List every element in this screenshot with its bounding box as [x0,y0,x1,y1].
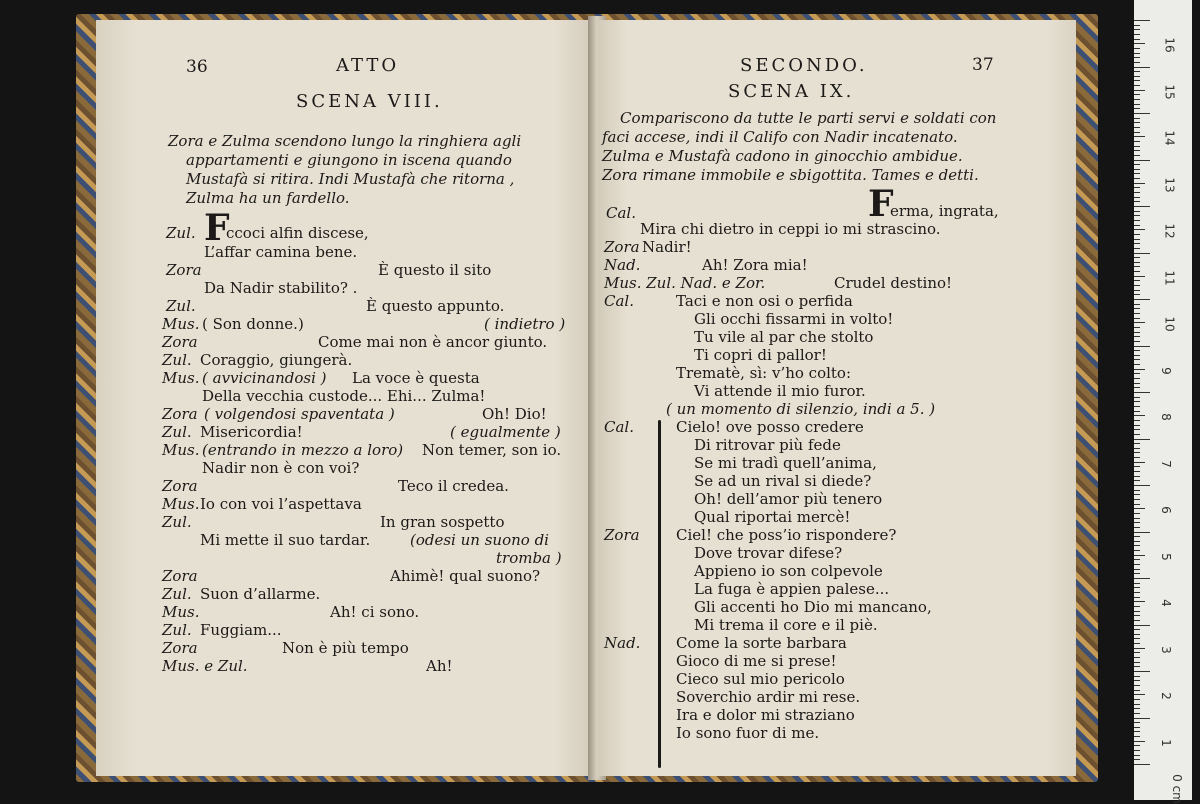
speaker: Zora [166,261,202,279]
verse: La fuga è appien palese... [694,580,890,598]
drop-capital: F [204,207,230,249]
ruler-tick [1134,597,1140,598]
ruler-tick [1134,332,1140,333]
stage-direction-line: Zulma ha un fardello. [186,189,350,207]
ruler-tick [1134,406,1140,407]
verse: Non temer, son io. [422,441,562,459]
ruler-tick [1134,253,1150,254]
speaker: Zul. [162,423,192,441]
ruler-tick [1134,378,1140,379]
stage-aside: ( avvicinandosi ) [202,369,327,387]
right-page [598,20,1076,776]
verse: Ti copri di pallor! [694,346,827,364]
ruler-number: 16 [1162,37,1177,53]
ruler-tick [1134,187,1140,188]
ruler-tick [1134,234,1140,235]
ruler-tick [1134,211,1140,212]
page-number: 37 [972,55,994,75]
ruler-number: 15 [1162,83,1177,100]
speaker: Zul. [162,621,192,639]
stage-direction-line: faci accese, indi il Califo con Nadir incatenato. [602,128,958,146]
ruler-tick [1134,178,1140,179]
ruler-tick [1134,225,1140,226]
scene-title: SCENA VIII. [296,91,443,112]
stage-aside: ( volgendosi spaventata ) [204,405,395,423]
running-head: ATTO [336,55,400,76]
ruler-tick [1134,611,1140,612]
ruler-tick [1134,369,1145,370]
speaker: Mus. [162,315,200,333]
speaker: Mus. e Zul. [162,657,248,675]
ruler-tick [1134,299,1150,300]
ruler-tick [1134,155,1140,156]
verse: Come la sorte barbara [676,634,847,652]
ruler-tick [1134,57,1140,58]
ruler-tick [1134,638,1140,639]
stage-direction-line: Zora e Zulma scendono lungo la ringhiera agli [168,132,522,150]
ruler-tick [1134,327,1140,328]
stage-direction-line: appartamenti e giungono in iscena quando [186,151,512,169]
ruler-tick [1134,680,1140,681]
ruler-tick [1134,285,1140,286]
ruler-tick [1134,173,1140,174]
ruler-tick [1134,336,1140,337]
ruler-tick [1134,359,1140,360]
ruler-number: 11 [1162,269,1177,286]
ruler-tick [1134,392,1150,393]
verse: Gli accenti ho Dio mi mancano, [694,598,932,616]
ruler-tick [1134,215,1140,216]
ruler-tick [1134,713,1140,714]
ruler-tick [1134,71,1140,72]
ruler-tick [1134,727,1140,728]
ruler-number: 8 [1158,413,1173,421]
stage-aside: (odesi un suono di [410,531,549,549]
verse: Teco il credea. [398,477,509,495]
verse: Taci e non osi o perfida [676,292,853,310]
ruler-tick [1134,387,1140,388]
ruler-tick [1134,141,1140,142]
ruler-number: 4 [1158,599,1173,607]
verse: Gli occhi fissarmi in volto! [694,310,894,328]
speaker: Zora [162,639,198,657]
ruler-tick [1134,559,1140,560]
ruler-tick [1134,741,1145,742]
ruler-tick [1134,522,1140,523]
ruler-tick [1134,99,1140,100]
ruler-tick [1134,573,1140,574]
verse: ( Son donne.) [202,315,304,333]
ruler-tick [1134,750,1140,751]
ruler-tick [1134,85,1140,86]
verse: Tu vile al par che stolto [694,328,874,346]
ruler-tick [1134,550,1140,551]
verse: Di ritrovar più fede [694,436,841,454]
verse: Oh! dell’amor più tenero [694,490,883,508]
verse: Ahimè! qual suono? [390,567,541,585]
verse: Suon d’allarme. [200,585,321,603]
verse: Se mi tradì quell’anima, [694,454,877,472]
speaker: Mus. [162,603,200,621]
ruler-tick [1134,490,1140,491]
ruler-tick [1134,736,1140,737]
ruler-tick [1134,239,1140,240]
speaker: Zora [162,333,198,351]
verse: Ciel! che poss’io rispondere? [676,526,897,544]
ruler-tick [1134,276,1145,277]
verse: Mi trema il core e il piè. [694,616,878,634]
ruler-tick [1134,304,1140,305]
ruler-number: 9 [1158,366,1173,375]
ruler-tick [1134,62,1140,63]
ruler-tick [1134,452,1140,453]
ruler-tick [1134,127,1140,128]
ruler-tick [1134,94,1140,95]
ensemble-brace [658,420,661,768]
ruler-tick [1134,527,1140,528]
ruler-tick [1134,471,1140,472]
ruler-tick [1134,518,1140,519]
ruler-tick [1134,704,1140,705]
ruler-tick [1134,536,1140,537]
drop-capital: F [868,183,894,225]
ruler-tick [1134,262,1140,263]
ruler-tick [1134,294,1140,295]
ruler-tick [1134,25,1140,26]
speaker: Nad. [604,634,641,652]
stage-direction-line: Compariscono da tutte le parti servi e soldati con [620,109,997,127]
ruler-tick [1134,666,1140,667]
ruler-tick [1134,652,1140,653]
verse: È questo appunto. [366,297,505,315]
ruler-tick [1134,434,1140,435]
ruler-tick [1134,322,1145,323]
ruler-tick [1134,280,1140,281]
ruler-tick [1134,136,1145,137]
speaker: Mus. [162,495,200,513]
ruler-tick [1134,508,1145,509]
ruler-tick [1134,541,1140,542]
speaker: Zul. [166,297,196,315]
ruler-tick [1134,676,1140,677]
ruler-tick [1134,634,1140,635]
ruler-tick [1134,448,1140,449]
ruler-number: 10 [1162,316,1177,332]
ruler-tick [1134,80,1140,81]
ruler-tick [1134,411,1140,412]
stage-aside: ( indietro ) [484,315,566,333]
ruler-tick [1134,555,1145,556]
ruler-tick [1134,364,1140,365]
ruler-tick [1134,318,1140,319]
verse: Non è più tempo [282,639,409,657]
ruler-tick [1134,764,1150,765]
ruler-tick [1134,462,1145,463]
ruler-tick [1134,625,1150,626]
stage-direction-line: Mustafà si ritira. Indi Mustafà che ritorna , [186,170,515,188]
verse: Cielo! ove posso credere [676,418,864,436]
ruler-tick [1134,341,1140,342]
ruler-tick [1134,397,1140,398]
speaker: Nad. [604,256,641,274]
ruler-tick [1134,20,1150,21]
ruler-tick [1134,694,1145,695]
ruler-tick [1134,722,1140,723]
speaker: Mus. Zul. Nad. e Zor. [604,274,766,292]
verse: Nadir! [642,238,692,256]
verse: In gran sospetto [380,513,505,531]
ruler-tick [1134,401,1140,402]
verse: Misericordia! [200,423,303,441]
ruler-tick [1134,48,1140,49]
ruler-tick [1134,578,1150,579]
ruler-tick [1134,248,1140,249]
ruler-tick [1134,620,1140,621]
ruler-tick [1134,443,1140,444]
scene-title: SCENA IX. [728,81,855,102]
ruler-tick [1134,601,1145,602]
ruler-tick [1134,485,1150,486]
ruler-tick [1134,731,1140,732]
ruler-number: 0 cm [1169,774,1184,804]
ruler-tick [1134,243,1140,244]
running-head: SECONDO. [740,55,868,76]
verse: Nadir non è con voi? [202,459,360,477]
ruler-tick [1134,648,1145,649]
speaker: Zora [162,477,198,495]
ruler-tick [1134,662,1140,663]
verse: Ah! Zora mia! [702,256,808,274]
speaker: Zora [162,405,198,423]
ruler-tick [1134,160,1150,161]
ruler-tick [1134,257,1140,258]
ruler-tick [1134,755,1140,756]
measuring-ruler [1134,0,1192,804]
ruler-tick [1134,76,1140,77]
ruler-tick [1134,690,1140,691]
ruler-tick [1134,606,1140,607]
speaker: Mus. [162,369,200,387]
verse: Vi attende il mio furor. [694,382,866,400]
ruler-tick [1134,429,1140,430]
verse: Ah! [426,657,453,675]
verse: L’affar camina bene. [204,243,358,261]
verse: Come mai non è ancor giunto. [318,333,548,351]
ruler-tick [1134,569,1140,570]
ruler-tick [1134,201,1140,202]
ruler-tick [1134,499,1140,500]
speaker: Zora [604,526,640,544]
ruler-tick [1134,513,1140,514]
verse: Soverchio ardir mi rese. [676,688,861,706]
ruler-tick [1134,373,1140,374]
ruler-tick [1134,183,1145,184]
verse: Trematè, sì: v’ho colto: [676,364,852,382]
ruler-tick [1134,583,1140,584]
speaker: Cal. [604,292,634,310]
verse: ccoci alfin discese, [226,224,369,242]
ruler-tick [1134,90,1145,91]
ruler-tick [1134,415,1145,416]
ruler-tick [1134,745,1140,746]
ruler-tick [1134,104,1140,105]
speaker: Cal. [606,204,636,222]
ruler-tick [1134,290,1140,291]
speaker: Zul. [162,351,192,369]
ruler-tick [1134,308,1140,309]
ruler-tick [1134,699,1140,700]
ruler-tick [1134,34,1140,35]
ruler-tick [1134,587,1140,588]
ruler-tick [1134,615,1140,616]
ruler-number: 5 [1158,552,1173,561]
verse: Coraggio, giungerà. [200,351,353,369]
ruler-number: 2 [1158,692,1173,700]
speaker: Zora [162,567,198,585]
ruler-tick [1134,545,1140,546]
stage-aside: ( un momento di silenzio, indi a 5. ) [666,400,936,418]
verse: Oh! Dio! [482,405,547,423]
ruler-tick [1134,592,1140,593]
verse: Se ad un rival si diede? [694,472,872,490]
ruler-tick [1134,118,1140,119]
ruler-tick [1134,629,1140,630]
ruler-tick [1134,67,1150,68]
ruler-tick [1134,350,1140,351]
ruler-tick [1134,206,1150,207]
speaker: Cal. [604,418,634,436]
ruler-tick [1134,383,1140,384]
ruler-tick [1134,532,1150,533]
speaker: Zul. [162,585,192,603]
ruler-tick [1134,708,1140,709]
verse: Da Nadir stabilito? . [204,279,358,297]
verse: Mira chi dietro in ceppi io mi strascino. [640,220,941,238]
ruler-tick [1134,494,1140,495]
ruler-tick [1134,643,1140,644]
ruler-tick [1134,671,1150,672]
verse: Ah! ci sono. [330,603,420,621]
ruler-tick [1134,39,1140,40]
ruler-tick [1134,457,1140,458]
ruler-tick [1134,29,1140,30]
ruler-tick [1134,122,1140,123]
ruler-number: 14 [1162,130,1177,146]
ruler-tick [1134,53,1140,54]
ruler-tick [1134,192,1140,193]
ruler-number: 13 [1162,176,1177,193]
verse: È questo il sito [378,261,492,279]
verse: Crudel destino! [834,274,953,292]
ruler-tick [1134,146,1140,147]
left-page [96,20,594,776]
ruler-tick [1134,229,1145,230]
ruler-tick [1134,355,1140,356]
verse: Ira e dolor mi straziano [676,706,855,724]
ruler-tick [1134,197,1140,198]
ruler-number: 12 [1162,223,1177,239]
ruler-tick [1134,220,1140,221]
ruler-number: 7 [1158,459,1173,468]
verse: La voce è questa [352,369,480,387]
ruler-tick [1134,169,1140,170]
verse: Io con voi l’aspettava [200,495,362,513]
verse: Fuggiam... [200,621,282,639]
page-number: 36 [186,57,208,77]
ruler-tick [1134,759,1140,760]
verse: Qual riportai mercè! [694,508,851,526]
ruler-tick [1134,132,1140,133]
ruler-number: 3 [1158,645,1173,654]
speaker: Zora [604,238,640,256]
ruler-tick [1134,476,1140,477]
ruler-tick [1134,439,1150,440]
ruler-tick [1134,108,1140,109]
ruler-tick [1134,271,1140,272]
verse: Gioco di me si prese! [676,652,837,670]
stage-direction-line: Zulma e Mustafà cadono in ginocchio ambidue. [602,147,963,165]
speaker: Mus. [162,441,200,459]
ruler-tick [1134,504,1140,505]
ruler-tick [1134,425,1140,426]
verse: Cieco sul mio pericolo [676,670,845,688]
speaker: Zul. [162,513,192,531]
ruler-tick [1134,313,1140,314]
stage-aside: tromba ) [496,549,562,567]
ruler-tick [1134,685,1140,686]
ruler-number: 1 [1158,738,1173,747]
ruler-tick [1134,657,1140,658]
ruler-tick [1134,466,1140,467]
ruler-number: 6 [1158,506,1173,514]
stage-direction-line: Zora rimane immobile e sbigottita. Tames e detti. [602,166,979,184]
ruler-tick [1134,113,1150,114]
ruler-tick [1134,718,1150,719]
ruler-tick [1134,150,1140,151]
verse: Mi mette il suo tardar. [200,531,371,549]
ruler-tick [1134,346,1150,347]
stage-aside: ( egualmente ) [450,423,561,441]
verse: Dove trovar difese? [694,544,843,562]
stage-aside: (entrando in mezzo a loro) [202,441,404,459]
ruler-tick [1134,164,1140,165]
verse: Appieno io son colpevole [694,562,883,580]
ruler-tick [1134,480,1140,481]
ruler-tick [1134,266,1140,267]
verse: erma, ingrata, [890,202,999,220]
ruler-tick [1134,43,1145,44]
verse: Io sono fuor di me. [676,724,820,742]
ruler-tick [1134,564,1140,565]
ruler-tick [1134,420,1140,421]
verse: Della vecchia custode... Ehi... Zulma! [202,387,486,405]
speaker: Zul. [166,224,196,242]
